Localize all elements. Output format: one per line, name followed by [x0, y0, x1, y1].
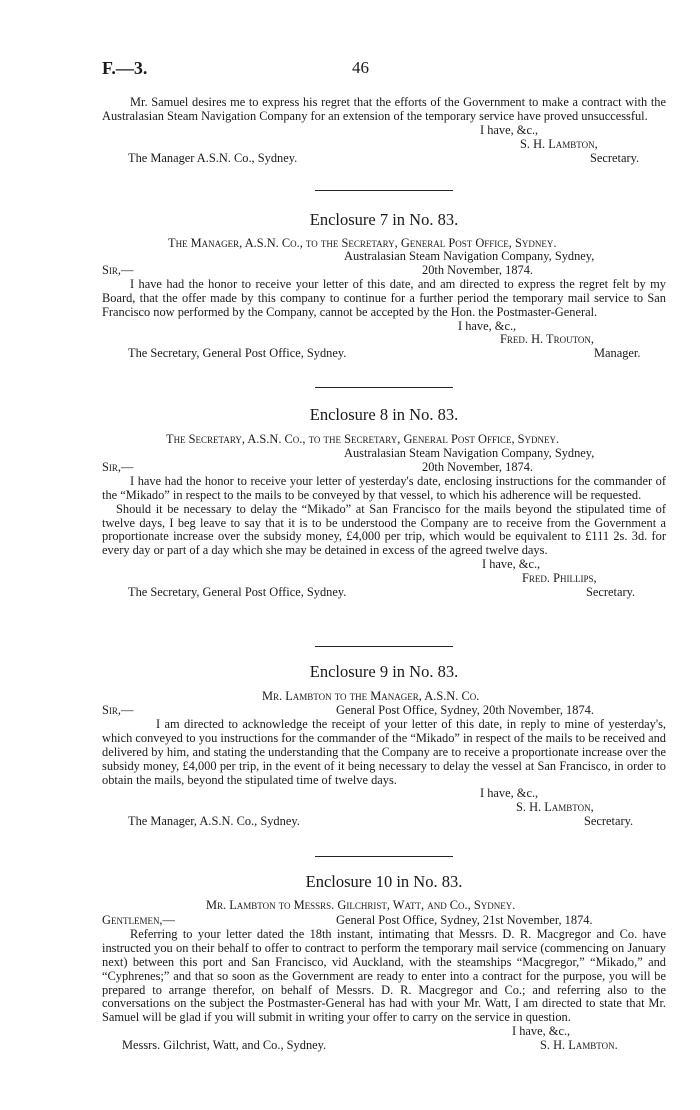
signer: S. H. Lambton,: [520, 136, 598, 151]
signer-title: Secretary.: [586, 585, 636, 599]
closing: I have, &c.,: [512, 1024, 571, 1039]
enclosure-7-from-to: The Manager, A.S.N. Co., to the Secretary, General Post Office, Sydney.: [168, 236, 557, 250]
document-reference: F.—3.: [102, 58, 148, 78]
enclosure-7-letter: [102, 250, 666, 361]
place: Australasian Steam Navigation Company, Sydney,: [344, 446, 595, 460]
divider-rule: [315, 190, 453, 191]
addressee: The Manager A.S.N. Co., Sydney.: [128, 150, 298, 165]
letter-body: Mr. Samuel desires me to express his regret that the efforts of the Government to make a contract with the Australasian Steam Navigation Company for an extension of the temporary service have proved unsuccessful.: [102, 95, 666, 123]
signer-title: Manager.: [594, 346, 641, 361]
letter-body: I have had the honor to receive your letter of this date, and am directed to express the regret felt by my Board, that the offer made by this company to continue for a further period the temporary mail service to San Francisco now performed by the Company, cannot be accepted by the Hon. the Postmaster-General.: [102, 276, 666, 319]
enclosure-10-heading: Enclosure 10 in No. 83.: [305, 872, 463, 891]
place-date: General Post Office, Sydney, 20th November, 1874.: [336, 703, 594, 717]
addressee: The Secretary, General Post Office, Sydney.: [128, 346, 347, 361]
closing: I have, &c.,: [482, 557, 541, 572]
enclosure-10-letter: [102, 914, 666, 1053]
signer: S. H. Lambton.: [540, 1038, 618, 1053]
addressee: Messrs. Gilchrist, Watt, and Co., Sydney.: [122, 1038, 327, 1053]
enclosure-9-letter: [102, 704, 666, 829]
divider-rule: [315, 387, 453, 388]
salutation: Sir,—: [102, 262, 134, 277]
addressee: The Manager, A.S.N. Co., Sydney.: [128, 814, 300, 829]
enclosure-9-heading: Enclosure 9 in No. 83.: [309, 662, 459, 681]
addressee: The Secretary, General Post Office, Sydney.: [128, 585, 347, 599]
salutation: Sir,—: [102, 459, 134, 474]
enclosure-10-from-to: Mr. Lambton to Messrs. Gilchrist, Watt, and Co., Sydney.: [206, 898, 516, 912]
place-date: General Post Office, Sydney, 21st November, 1874.: [336, 913, 593, 927]
enclosure-7-heading: Enclosure 7 in No. 83.: [309, 210, 459, 229]
date: 20th November, 1874.: [422, 459, 534, 474]
closing: I have, &c.,: [480, 786, 539, 801]
letter-body: I am directed to acknowledge the receipt of your letter of this date, in reply to mine of yesterday's, which conveyed to you instructions for the commander of the “Mikado” in respect of the mails to be received and delivered by him, and stating the understanding that the Company are to receive a proportionate increase over the subsidy money, £4,000 per trip, in the event of it being necessary to delay the vessel at San Francisco, in order to obtain the mails, beyond the stipulated time of twelve days.: [102, 716, 666, 787]
enclosure-9-from-to: Mr. Lambton to the Manager, A.S.N. Co.: [262, 689, 480, 703]
letter-body: Should it be necessary to delay the “Mikado” at San Francisco for the mails beyond the stipulated time of twelve days, I beg leave to say that it is to be understood the Company are to receive from the Government a proportionate increase over the subsidy money, £4,000 per trip, which would be equivalent to £111 2s. 3d. for every day or part of a day which she may be detained in excess of the agreed twelve days.: [102, 501, 666, 558]
enclosure-8-letter: [102, 447, 666, 600]
signer: Fred. H. Trouton,: [500, 332, 595, 347]
page-number: 46: [352, 58, 369, 77]
divider-rule: [315, 646, 453, 647]
top-letter: [102, 96, 666, 165]
closing: I have, &c.,: [458, 318, 517, 333]
signer: S. H. Lambton,: [516, 800, 594, 815]
signer-title: Secretary.: [584, 814, 634, 829]
enclosure-8-from-to: The Secretary, A.S.N. Co., to the Secretary, General Post Office, Sydney.: [166, 432, 560, 446]
page-header: [102, 58, 662, 82]
signer: Fred. Phillips,: [522, 571, 597, 586]
letter-body: I have had the honor to receive your letter of yesterday's date, enclosing instructions for the commander of the “Mikado” in respect to the mails to be conveyed by that vessel, to which his adherence will be requested.: [102, 473, 666, 502]
place: Australasian Steam Navigation Company, Sydney,: [344, 249, 595, 263]
date: 20th November, 1874.: [422, 262, 534, 277]
letter-body: Referring to your letter dated the 18th instant, intimating that Messrs. D. R. Macgregor and Co. have instructed you on their behalf to offer to contract to perform the temporary mail service (commencing on January next) between this port and San Francisco, vid Auckland, with the steamships “Macgregor,” “Mikado,” and “Cyphrenes;” and that so soon as the Government are ready to enter into a contract for the purpose, you will be prepared to arrange therefor, on behalf of Messrs. D. R. Macgregor and Co.; and referring also to the conversations on the subject the Postmaster-General has had with your Mr. Watt, I am directed to state that Mr. Samuel will be glad if you will submit in writing your offer to carry on the service in question.: [102, 926, 666, 1025]
closing: I have, &c.,: [480, 122, 539, 137]
divider-rule: [315, 856, 453, 857]
enclosure-8-heading: Enclosure 8 in No. 83.: [309, 405, 459, 424]
salutation: Sir,—: [102, 703, 134, 717]
salutation: Gentlemen,—: [102, 913, 175, 927]
signer-title: Secretary.: [590, 150, 640, 165]
